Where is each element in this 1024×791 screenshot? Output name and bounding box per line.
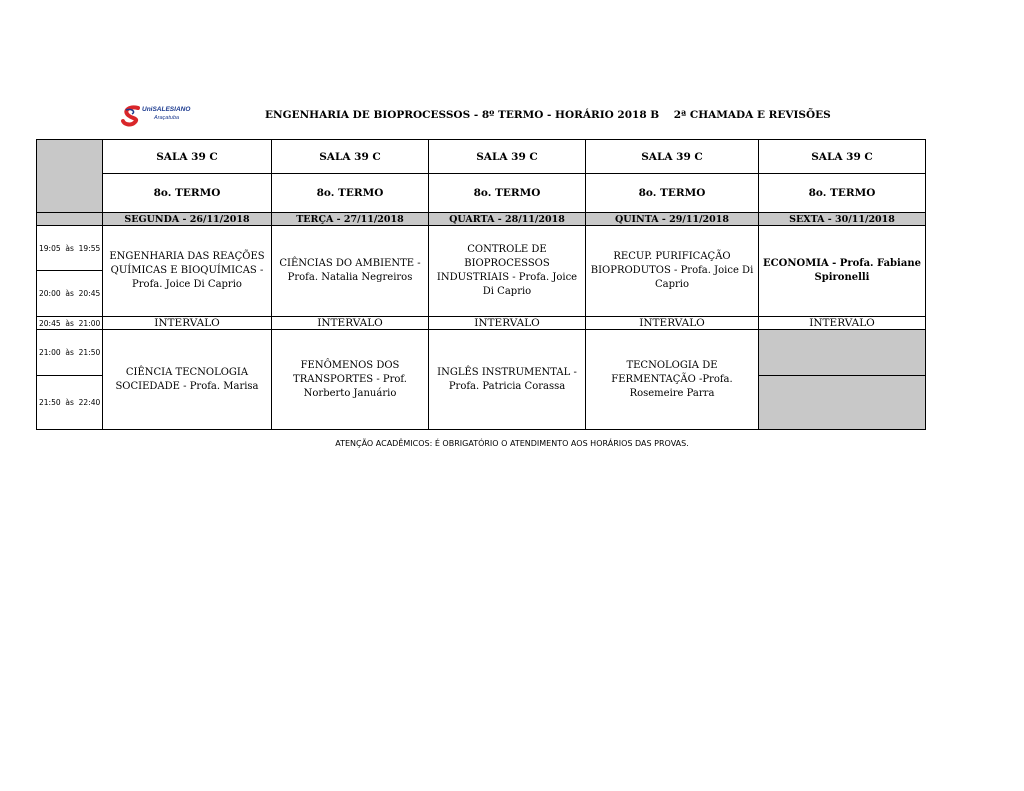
room-header: SALA 39 C [429, 140, 586, 174]
day-header: QUINTA - 29/11/2018 [586, 213, 759, 226]
term-header: 8o. TERMO [103, 174, 272, 213]
logo-swirl-icon [120, 104, 144, 128]
logo-brand-text: UniSALESIANO [142, 106, 191, 113]
corner-cell [37, 140, 103, 213]
notice-text: ATENÇÃO ACADÊMICOS: É OBRIGATÓRIO O ATENDIMENTO AOS HORÁRIOS DAS PROVAS. [335, 439, 689, 448]
room-row [37, 140, 926, 174]
day-header: QUARTA - 28/11/2018 [429, 213, 586, 226]
slot-row [37, 226, 926, 271]
empty-cell [759, 330, 926, 376]
day-header: SEGUNDA - 26/11/2018 [103, 213, 272, 226]
day-row [37, 213, 926, 226]
time-slot: 19:05 às 19:55 [37, 226, 103, 271]
day-header: SEXTA - 30/11/2018 [759, 213, 926, 226]
interval-cell: INTERVALO [272, 317, 429, 330]
term-header: 8o. TERMO [586, 174, 759, 213]
day-header: TERÇA - 27/11/2018 [272, 213, 429, 226]
course-cell: CONTROLE DE BIOPROCESSOS INDUSTRIAIS - Profa. Joice Di Caprio [429, 226, 586, 317]
course-cell: ENGENHARIA DAS REAÇÕES QUÍMICAS E BIOQUÍMICAS - Profa. Joice Di Caprio [103, 226, 272, 317]
schedule-table [36, 139, 926, 430]
slot-row [37, 330, 926, 376]
time-slot: 21:00 às 21:50 [37, 330, 103, 376]
course-cell: TECNOLOGIA DE FERMENTAÇÃO -Profa. Rosemeire Parra [586, 330, 759, 430]
time-slot: 20:00 às 20:45 [37, 271, 103, 317]
room-header: SALA 39 C [586, 140, 759, 174]
room-header: SALA 39 C [103, 140, 272, 174]
course-cell: RECUP. PURIFICAÇÃO BIOPRODUTOS - Profa. Joice Di Caprio [586, 226, 759, 317]
room-header: SALA 39 C [759, 140, 926, 174]
time-slot: 20:45 às 21:00 [37, 317, 103, 330]
unisalesiano-logo [120, 104, 210, 128]
course-cell: INGLÊS INSTRUMENTAL - Profa. Patricia Corassa [429, 330, 586, 430]
course-cell: FENÔMENOS DOS TRANSPORTES - Prof. Norberto Januário [272, 330, 429, 430]
term-header: 8o. TERMO [429, 174, 586, 213]
logo-city-text: Araçatuba [154, 115, 180, 121]
interval-cell: INTERVALO [429, 317, 586, 330]
interval-cell: INTERVALO [586, 317, 759, 330]
room-header: SALA 39 C [272, 140, 429, 174]
empty-cell [759, 376, 926, 430]
course-cell: CIÊNCIA TECNOLOGIA SOCIEDADE - Profa. Marisa [103, 330, 272, 430]
course-cell: ECONOMIA - Profa. Fabiane Spironelli [759, 226, 926, 317]
term-header: 8o. TERMO [272, 174, 429, 213]
course-cell: CIÊNCIAS DO AMBIENTE - Profa. Natalia Negreiros [272, 226, 429, 317]
interval-cell: INTERVALO [759, 317, 926, 330]
interval-cell: INTERVALO [103, 317, 272, 330]
time-slot: 21:50 às 22:40 [37, 376, 103, 430]
interval-row [37, 317, 926, 330]
day-corner-cell [37, 213, 103, 226]
term-header: 8o. TERMO [759, 174, 926, 213]
term-row [37, 174, 926, 213]
page-title: ENGENHARIA DE BIOPROCESSOS - 8º TERMO - HORÁRIO 2018 B 2ª CHAMADA E REVISÕES [265, 109, 831, 121]
